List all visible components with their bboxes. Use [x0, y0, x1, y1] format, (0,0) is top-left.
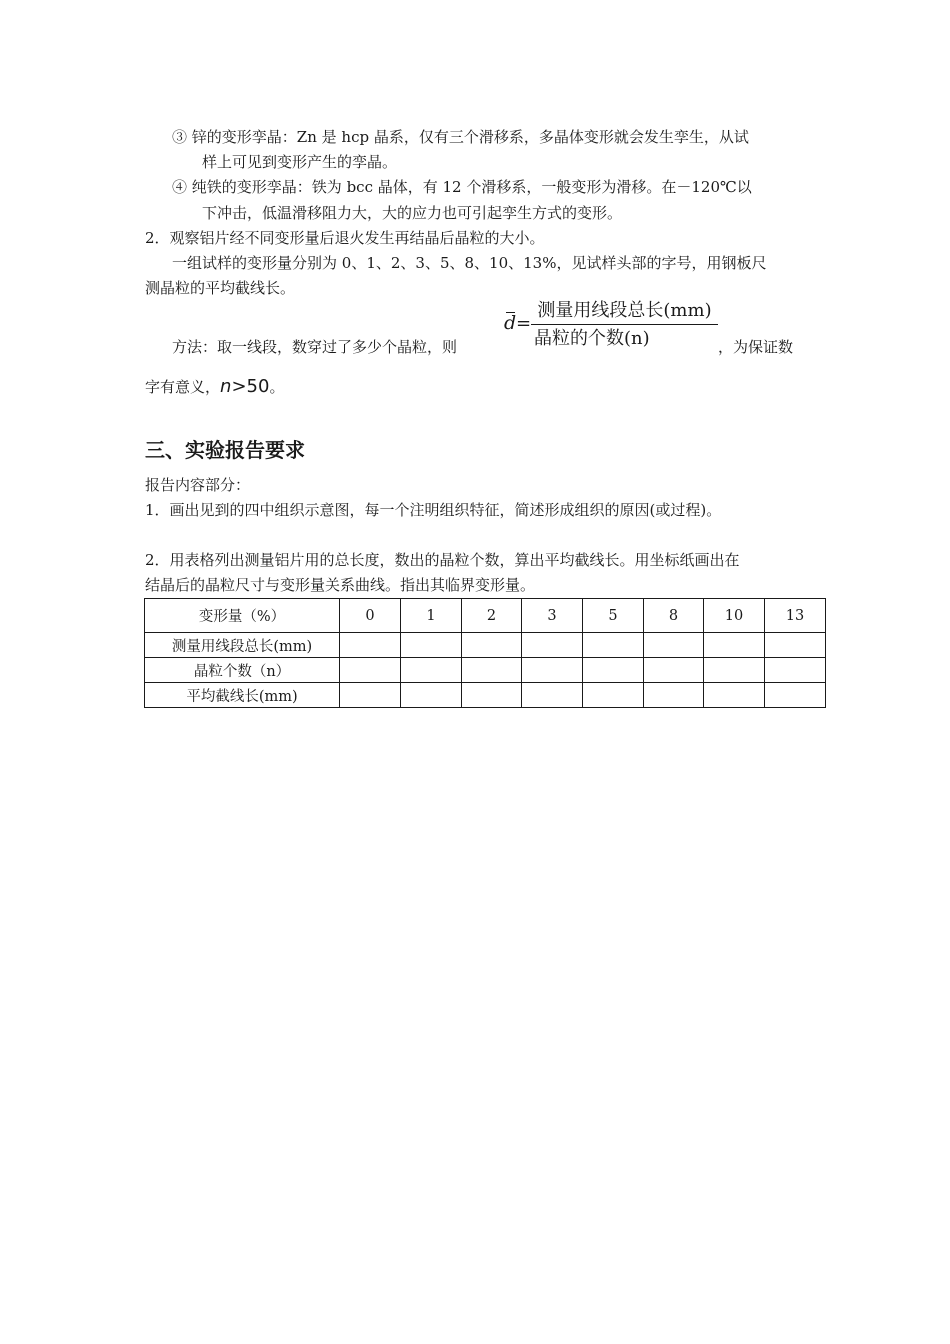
table-cell: [644, 633, 704, 658]
row-label: 晶粒个数（n）: [145, 658, 340, 683]
section2-description-continuation: 测晶粒的平均截线长。: [145, 279, 296, 297]
table-cell: [522, 633, 583, 658]
table-cell: [644, 658, 704, 683]
table-cell: [704, 633, 765, 658]
report-item-2-continuation: 结晶后的晶粒尺寸与变形量关系曲线。指出其临界变形量。: [145, 576, 536, 594]
math-n: n: [220, 376, 232, 397]
list-number: ④: [172, 178, 188, 196]
table-cell: [462, 658, 522, 683]
meaning-end: 。: [269, 378, 285, 396]
meaning-prefix: 字有意义，: [145, 378, 221, 396]
table-cell: [340, 633, 401, 658]
list-number: ③: [172, 128, 188, 146]
table-column-header: 1: [401, 599, 462, 633]
table-cell: [462, 683, 522, 708]
formula-fraction: [531, 298, 718, 351]
formula-denominator: 晶粒的个数(n): [534, 328, 650, 349]
table-cell: [340, 683, 401, 708]
table-cell: [765, 683, 826, 708]
section-heading-report: 三、实验报告要求: [145, 438, 305, 462]
table-column-header: 0: [340, 599, 401, 633]
list-item-zinc: [172, 127, 749, 147]
table-column-header: 3: [522, 599, 583, 633]
meaning-line: [145, 377, 284, 397]
table-column-header: 8: [644, 599, 704, 633]
report-item-1: 1．画出见到的四中组织示意图，每一个注明组织特征，简述形成组织的原因(或过程)。: [145, 501, 722, 519]
table-column-header: 13: [765, 599, 826, 633]
report-item-2: 2．用表格列出测量铝片用的总长度，数出的晶粒个数，算出平均截线长。用坐标纸画出在: [145, 551, 740, 569]
average-intercept-formula: [504, 298, 720, 356]
table-row: [145, 683, 826, 708]
section2-description: 一组试样的变形量分别为 0、1、2、3、5、8、10、13%，见试样头部的字号，用钢板尺: [172, 254, 767, 272]
list-text: 锌的变形孪晶：Zn 是 hcp 晶系，仅有三个滑移系，多晶体变形就会发生孪生，从试: [191, 128, 749, 146]
formula-equals: =: [516, 313, 532, 334]
table-cell: [765, 658, 826, 683]
math-gt: >: [231, 376, 247, 397]
table-cell: [401, 658, 462, 683]
table-header-row: [145, 599, 826, 633]
table-column-header: 2: [462, 599, 522, 633]
table-header-label: 变形量（%）: [145, 599, 340, 633]
table-column-header: 10: [704, 599, 765, 633]
table-cell: [704, 683, 765, 708]
math-value: 50: [246, 376, 270, 397]
table-cell: [522, 658, 583, 683]
method-suffix: ，为保证数: [718, 338, 794, 356]
table-cell: [462, 633, 522, 658]
row-label: 平均截线长(mm): [145, 683, 340, 708]
row-label: 测量用线段总长(mm): [145, 633, 340, 658]
report-intro: 报告内容部分：: [145, 476, 251, 494]
list-text: 纯铁的变形孪晶：铁为 bcc 晶体，有 12 个滑移系，一般变形为滑移。在－120℃以: [191, 178, 752, 196]
table-cell: [522, 683, 583, 708]
table-cell: [340, 658, 401, 683]
measurement-table: [144, 598, 826, 708]
table-cell: [765, 633, 826, 658]
table-cell: [704, 658, 765, 683]
fraction-bar: [531, 324, 718, 325]
table-cell: [401, 683, 462, 708]
table-cell: [401, 633, 462, 658]
list-item-iron-continuation: 下冲击，低温滑移阻力大，大的应力也可引起孪生方式的变形。: [202, 204, 623, 222]
table-column-header: 5: [583, 599, 644, 633]
table-cell: [583, 658, 644, 683]
formula-numerator: 测量用线段总长(mm): [537, 300, 712, 321]
table-cell: [583, 683, 644, 708]
method-text: 方法：取一线段，数穿过了多少个晶粒，则: [172, 338, 458, 356]
table-row: [145, 658, 826, 683]
section2-title: 2．观察铝片经不同变形量后退火发生再结晶后晶粒的大小。: [145, 229, 545, 247]
table-cell: [583, 633, 644, 658]
table-row: [145, 633, 826, 658]
list-item-iron: [172, 177, 752, 197]
table-cell: [644, 683, 704, 708]
list-item-zinc-continuation: 样上可见到变形产生的孪晶。: [202, 153, 398, 171]
formula-lhs: d: [504, 312, 517, 334]
